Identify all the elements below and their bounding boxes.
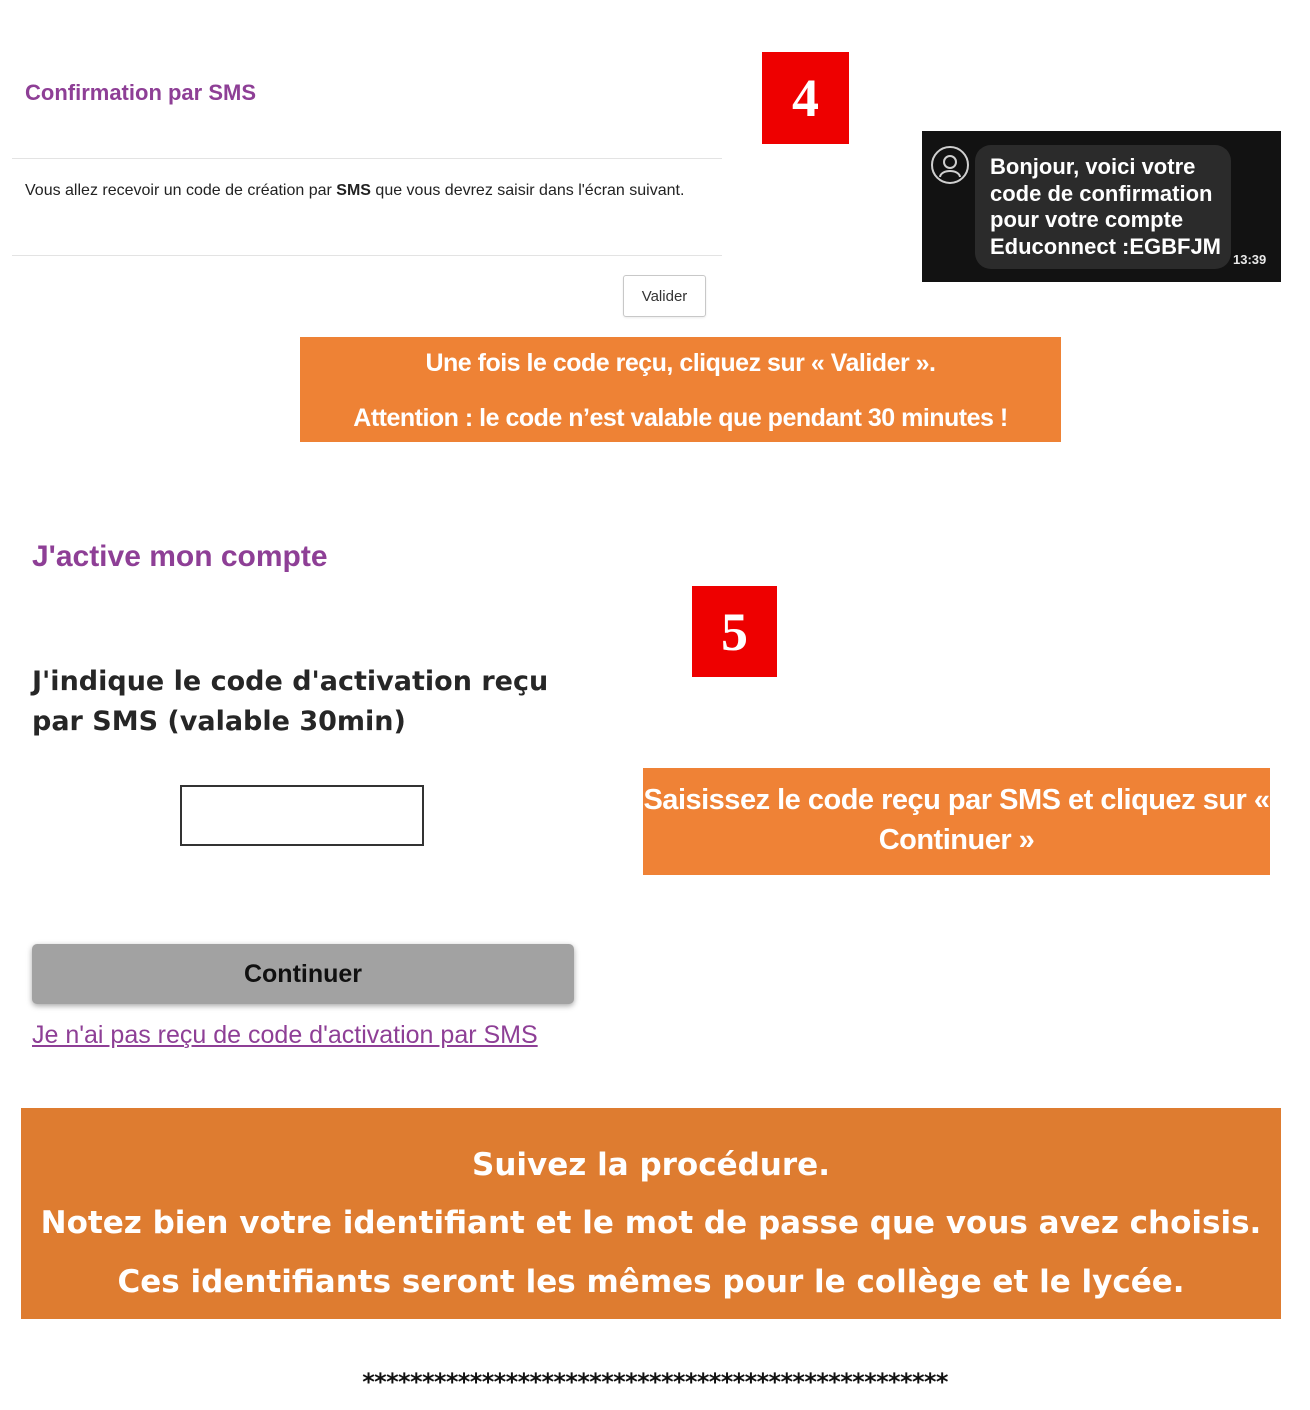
sms-message: Bonjour, voici votre code de confirmation pour votre compte Educonnect :EGBFJM — [990, 154, 1222, 259]
banner-line-3: Ces identifiants seront les mêmes pour le collège et le lycée. — [117, 1264, 1185, 1300]
valider-button[interactable]: Valider — [623, 275, 706, 317]
person-icon — [937, 152, 963, 178]
divider — [12, 255, 722, 256]
description-text: Vous allez recevoir un code de création par — [25, 182, 337, 199]
step-4-instructions — [300, 337, 1061, 442]
description-text-end: que vous devrez saisir dans l'écran suivant. — [370, 182, 685, 199]
description-bold: SMS — [336, 182, 371, 199]
banner-line-2: Notez bien votre identifiant et le mot de passe que vous avez choisis. — [40, 1205, 1262, 1241]
activation-code-input[interactable] — [180, 785, 424, 846]
sms-description — [25, 178, 715, 203]
step-5-badge: 5 — [692, 586, 777, 677]
no-code-received-link[interactable]: Je n'ai pas reçu de code d'activation par SMS — [32, 1021, 538, 1049]
continuer-button[interactable]: Continuer — [32, 944, 574, 1004]
activate-account-title: J'active mon compte — [32, 540, 328, 573]
sms-timestamp: 13:39 — [1233, 252, 1267, 267]
step-4-badge: 4 — [762, 52, 849, 144]
contact-avatar-icon — [931, 146, 969, 184]
sms-confirmation-title: Confirmation par SMS — [25, 80, 257, 105]
activation-code-label: J'indique le code d'activation reçu par SMS (valable 30min) — [32, 666, 549, 737]
procedure-banner — [21, 1108, 1281, 1319]
banner-line-1: Suivez la procédure. — [472, 1147, 830, 1183]
divider — [12, 158, 722, 159]
tip-line-2: Attention : le code n’est valable que pendant 30 minutes ! — [353, 404, 1008, 432]
asterisk-separator: ************************************************* — [362, 1368, 948, 1396]
step-5-instructions: Saisissez le code reçu par SMS et cliquez sur « Continuer » — [643, 768, 1270, 875]
tip-line-1: Une fois le code reçu, cliquez sur « Valider ». — [425, 349, 936, 377]
